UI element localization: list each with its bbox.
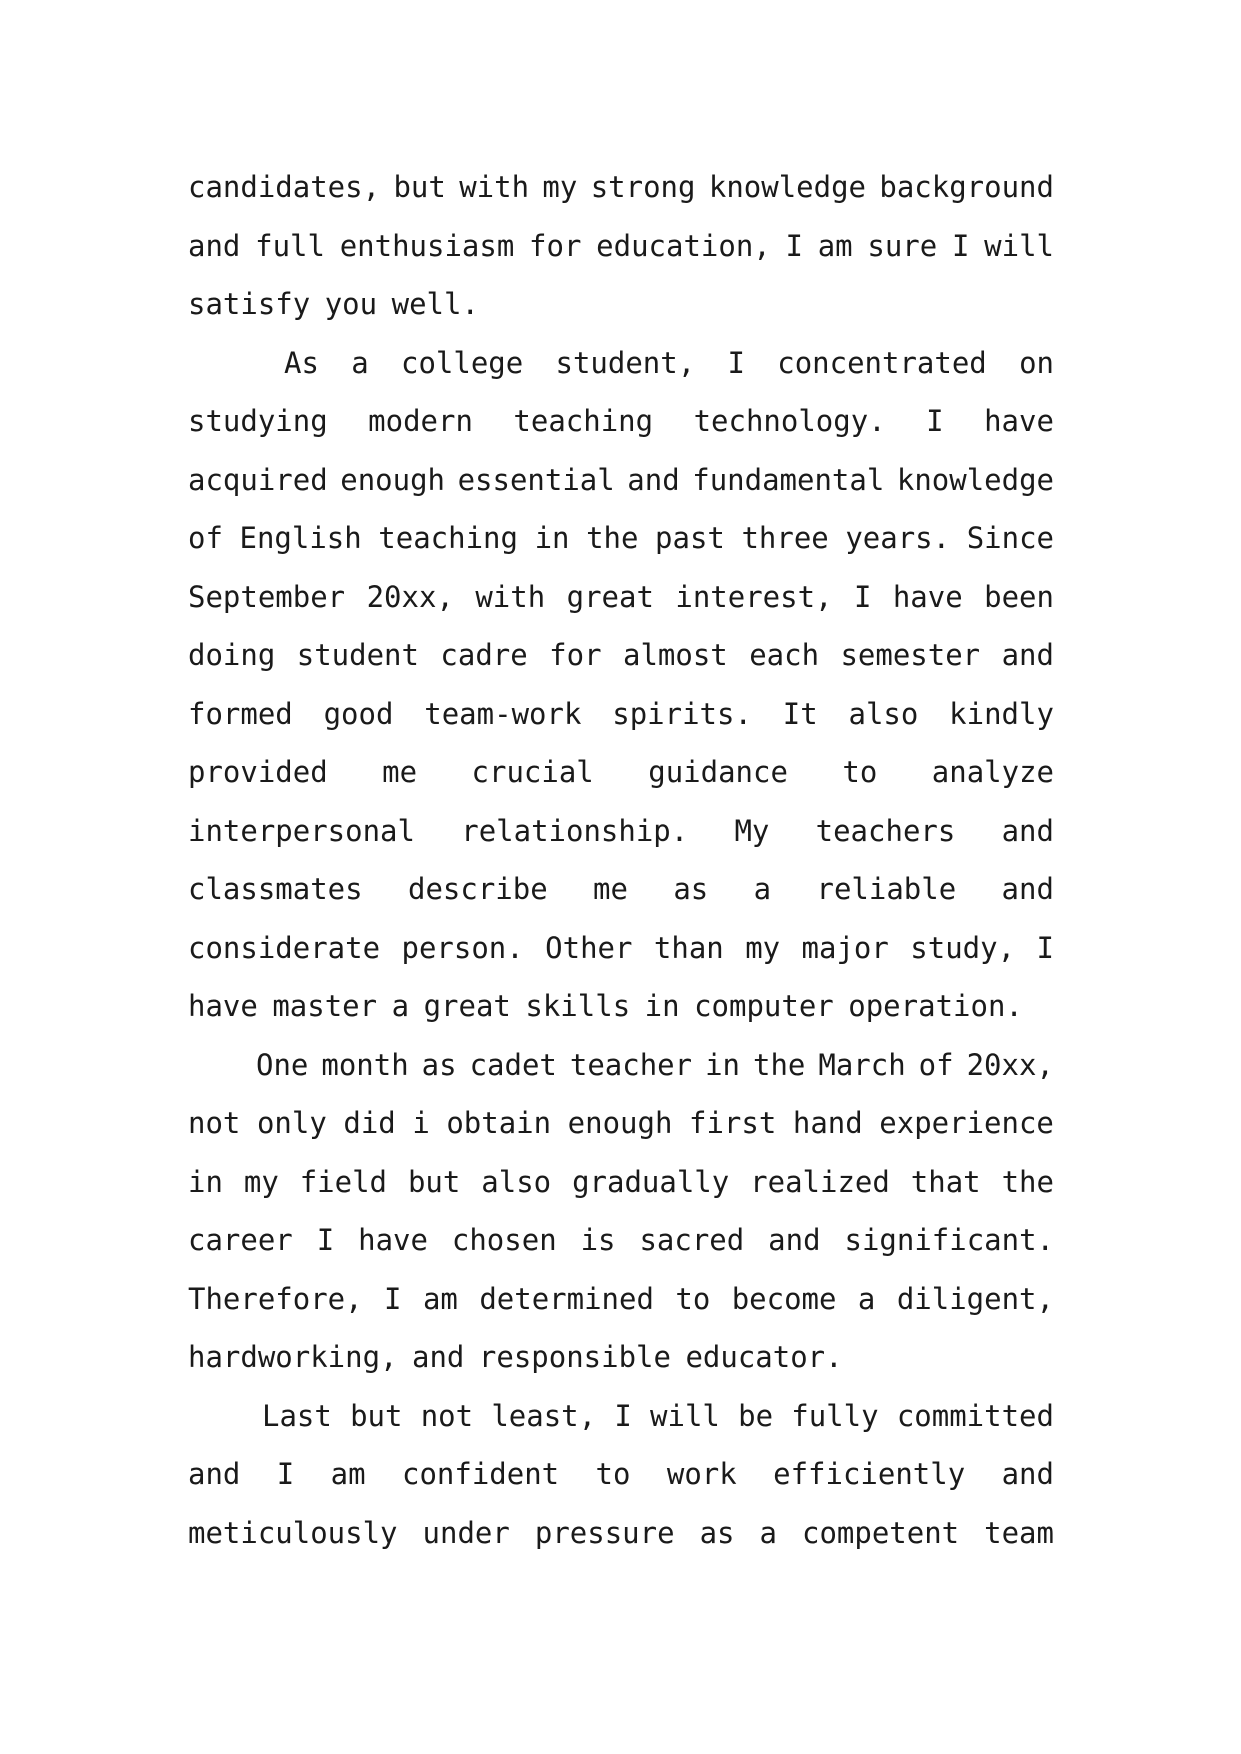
word: spirits.: [612, 696, 752, 731]
word: student,: [555, 345, 696, 380]
text-line: [188, 743, 1054, 802]
word: i: [412, 1106, 430, 1140]
word: meticulously: [188, 1515, 398, 1550]
word: interest,: [675, 579, 833, 614]
word: acquired: [188, 462, 328, 497]
word: background: [879, 170, 1054, 204]
text-line: [188, 158, 1054, 217]
word: responsible: [478, 1340, 671, 1374]
word: master: [272, 989, 378, 1023]
word: under: [422, 1515, 510, 1550]
text-line: [188, 1036, 1054, 1095]
word: committed: [896, 1398, 1054, 1433]
word: well.: [391, 287, 479, 321]
word: years.: [845, 521, 951, 555]
word: student: [296, 638, 419, 672]
word: I: [276, 1457, 295, 1491]
word: knowledge: [896, 462, 1054, 497]
word: skills: [525, 989, 631, 1023]
word: to: [842, 755, 878, 789]
word: formed: [188, 696, 293, 731]
text-line: [188, 685, 1054, 744]
word: not: [188, 1106, 241, 1140]
word: good: [323, 696, 394, 731]
word: One: [256, 1047, 309, 1082]
word: the: [752, 1047, 806, 1082]
word: have: [358, 1223, 428, 1257]
word: hardworking,: [188, 1340, 398, 1374]
word: I: [727, 345, 745, 380]
word: a: [857, 1281, 876, 1316]
word: also: [481, 1164, 552, 1199]
word: least,: [491, 1398, 597, 1433]
word: diligent,: [896, 1281, 1054, 1316]
word: and: [188, 1457, 241, 1491]
word: I: [384, 1281, 402, 1316]
word: determined: [479, 1281, 654, 1316]
word: but: [393, 170, 446, 204]
word: the: [586, 521, 639, 555]
word: in: [644, 989, 680, 1023]
word: will: [650, 1398, 720, 1433]
text-line: [188, 802, 1054, 861]
word: the: [1001, 1164, 1054, 1199]
word: I: [614, 1398, 632, 1433]
text-line: [188, 1387, 1054, 1446]
word: I: [951, 228, 970, 263]
word: only: [256, 1106, 327, 1140]
word: in: [534, 521, 570, 555]
text-line: [188, 509, 1054, 568]
word: college: [400, 345, 524, 380]
word: modern: [368, 404, 473, 438]
word: obtain: [446, 1106, 552, 1140]
word: I: [853, 579, 872, 614]
text-line: [188, 451, 1054, 510]
word: and: [1001, 1457, 1054, 1491]
word: of: [188, 521, 223, 555]
word: Last: [262, 1398, 332, 1433]
word: me: [382, 755, 418, 789]
word: my: [745, 930, 781, 965]
word: also: [848, 696, 919, 731]
word: gradually: [572, 1164, 730, 1199]
word: in: [705, 1047, 740, 1082]
word: cadet: [469, 1047, 557, 1082]
word: sure: [867, 228, 938, 263]
word: significant.: [844, 1223, 1054, 1257]
word: past: [655, 521, 725, 555]
word: provided: [188, 755, 328, 789]
word: you: [324, 287, 378, 321]
word: enough: [567, 1106, 673, 1140]
text-line: [188, 626, 1054, 685]
text-line: [188, 1094, 1054, 1153]
word: I: [316, 1223, 335, 1257]
word: have: [892, 579, 963, 614]
word: semester: [840, 638, 981, 672]
text-line: [188, 1153, 1054, 1212]
word: analyze: [931, 755, 1054, 789]
word: have: [188, 989, 258, 1023]
word: and: [1001, 813, 1054, 848]
word: reliable: [816, 872, 957, 906]
word: three: [741, 521, 829, 555]
word: to: [675, 1281, 711, 1316]
word: March: [818, 1047, 906, 1082]
document-body: [188, 158, 1054, 1562]
word: operation.: [848, 989, 1023, 1023]
word: fundamental: [692, 462, 885, 497]
word: fully: [791, 1398, 879, 1433]
word: did: [343, 1106, 396, 1140]
word: As: [284, 345, 319, 380]
word: realized: [750, 1164, 890, 1199]
word: knowledge: [708, 170, 866, 204]
word: me: [593, 872, 628, 906]
word: interpersonal: [188, 813, 415, 848]
word: great: [423, 989, 511, 1023]
word: for: [549, 638, 602, 672]
word: crucial: [471, 755, 594, 789]
word: as: [421, 1047, 457, 1082]
word: for: [529, 228, 582, 263]
word: with: [475, 579, 546, 614]
word: and: [1001, 638, 1054, 672]
text-line: [188, 860, 1054, 919]
text-line: [188, 977, 1054, 1036]
word: cadre: [440, 638, 528, 672]
word: will: [984, 228, 1054, 263]
text-line: [188, 275, 1054, 334]
word: Since: [966, 521, 1054, 555]
word: with: [459, 170, 530, 204]
word: am: [817, 228, 853, 263]
word: It: [782, 696, 818, 731]
word: my: [243, 1164, 279, 1199]
word: team-work: [424, 696, 582, 731]
word: have: [984, 404, 1054, 438]
word: been: [984, 579, 1054, 614]
word: studying: [188, 404, 328, 438]
word: competent: [801, 1515, 960, 1550]
text-line: [188, 1211, 1054, 1270]
word: hand: [792, 1106, 863, 1140]
word: my: [542, 170, 578, 204]
word: am: [422, 1281, 458, 1316]
word: experience: [879, 1106, 1054, 1140]
text-line: [188, 1328, 1054, 1387]
word: but: [350, 1398, 403, 1433]
word: efficiently: [773, 1457, 966, 1491]
word: technology.: [693, 404, 886, 438]
word: that: [910, 1164, 981, 1199]
word: work: [666, 1457, 737, 1491]
word: My: [734, 813, 770, 848]
word: pressure: [534, 1515, 675, 1550]
word: teachers: [815, 813, 956, 848]
word: a: [753, 872, 772, 906]
word: career: [188, 1223, 293, 1257]
word: than: [653, 930, 724, 965]
word: and: [412, 1340, 465, 1374]
word: considerate: [188, 930, 381, 965]
text-line: [188, 1504, 1054, 1563]
word: person.: [401, 930, 524, 965]
word: study,: [910, 930, 1016, 965]
word: in: [188, 1164, 223, 1199]
word: chosen: [451, 1223, 557, 1257]
word: major: [801, 930, 889, 965]
word: and: [627, 462, 680, 497]
word: almost: [622, 638, 728, 672]
word: be: [738, 1398, 774, 1433]
text-line: [188, 392, 1054, 451]
text-line: [188, 1270, 1054, 1329]
word: am: [330, 1457, 366, 1491]
word: first: [689, 1106, 777, 1140]
word: teaching: [513, 404, 654, 438]
word: classmates: [188, 872, 363, 906]
word: 20xx,: [966, 1047, 1054, 1082]
word: is: [580, 1223, 616, 1257]
word: confident: [402, 1457, 560, 1491]
word: to: [595, 1457, 631, 1491]
word: and: [768, 1223, 821, 1257]
word: satisfy: [188, 287, 311, 321]
text-line: [188, 334, 1054, 393]
word: each: [749, 638, 820, 672]
word: I: [1036, 930, 1054, 965]
word: field: [299, 1164, 388, 1199]
word: educator.: [685, 1340, 843, 1374]
word: education,: [596, 228, 771, 263]
text-line: [188, 568, 1054, 627]
word: relationship.: [461, 813, 689, 848]
word: a: [759, 1515, 777, 1550]
word: as: [699, 1515, 735, 1550]
word: but: [407, 1164, 461, 1199]
word: and: [1001, 872, 1054, 906]
word: not: [420, 1398, 474, 1433]
word: as: [673, 872, 709, 906]
word: full: [255, 228, 325, 263]
word: teaching: [378, 521, 518, 555]
word: essential: [457, 462, 615, 497]
word: concentrated: [777, 345, 987, 380]
word: Therefore,: [188, 1281, 363, 1316]
word: great: [566, 579, 654, 614]
word: of: [918, 1047, 954, 1082]
word: and: [188, 228, 241, 263]
word: I: [926, 404, 944, 438]
word: month: [321, 1047, 409, 1082]
word: computer: [694, 989, 834, 1023]
word: English: [239, 521, 362, 555]
word: enough: [340, 462, 446, 497]
word: guidance: [648, 755, 788, 789]
word: team: [984, 1515, 1054, 1550]
word: kindly: [949, 696, 1054, 731]
text-line: [188, 919, 1054, 978]
word: September: [188, 579, 346, 614]
word: a: [391, 989, 410, 1023]
word: strong: [590, 170, 696, 204]
text-line: [188, 217, 1054, 276]
word: sacred: [639, 1223, 745, 1257]
word: describe: [407, 872, 548, 906]
word: candidates,: [188, 170, 381, 204]
word: a: [351, 345, 369, 380]
word: become: [731, 1281, 837, 1316]
word: Other: [545, 930, 633, 965]
word: 20xx,: [366, 579, 454, 614]
text-line: [188, 1445, 1054, 1504]
word: enthusiasm: [339, 228, 515, 263]
word: on: [1019, 345, 1054, 380]
word: doing: [188, 638, 276, 672]
word: I: [785, 228, 803, 263]
word: teacher: [569, 1047, 693, 1082]
